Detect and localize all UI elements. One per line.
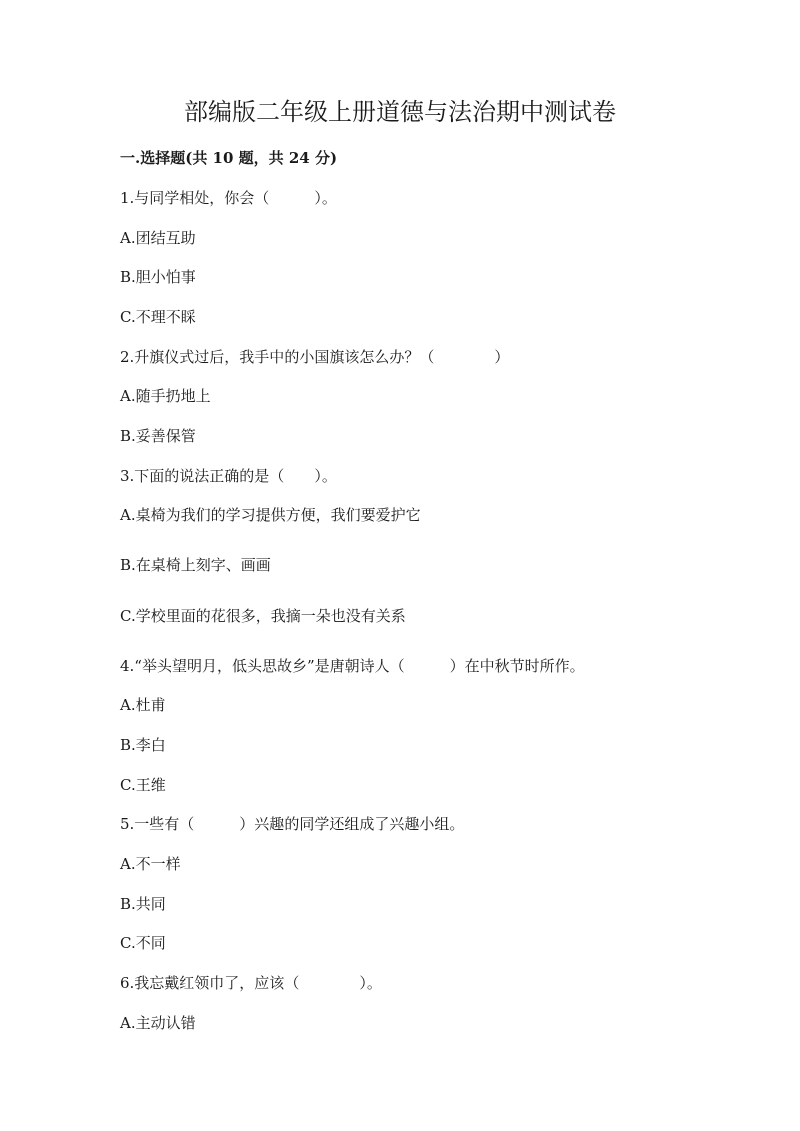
option-item: B.在桌椅上刻字、画画: [120, 556, 271, 574]
question-stem: 6.我忘戴红领巾了，应该（ ）。: [120, 974, 382, 992]
question-stem: 3.下面的说法正确的是（ ）。: [120, 467, 337, 485]
option-item: A.团结互助: [120, 229, 196, 247]
question-stem: 4.“举头望明月，低头思故乡”是唐朝诗人（ ）在中秋节时所作。: [120, 657, 585, 675]
question-stem: 5.一些有（ ）兴趣的同学还组成了兴趣小组。: [120, 815, 465, 833]
option-item: C.王维: [120, 776, 166, 794]
option-item: A.主动认错: [120, 1014, 196, 1032]
option-item: C.学校里面的花很多，我摘一朵也没有关系: [120, 607, 406, 625]
option-item: C.不理不睬: [120, 308, 196, 326]
option-item: A.随手扔地上: [120, 387, 211, 405]
option-item: B.胆小怕事: [120, 268, 196, 286]
option-item: A.杜甫: [120, 696, 166, 714]
question-stem: 1.与同学相处，你会（ ）。: [120, 189, 337, 207]
page-title: 部编版二年级上册道德与法治期中测试卷: [184, 98, 616, 126]
section-heading: 一.选择题(共 10 题，共 24 分): [120, 149, 338, 167]
option-item: A.不一样: [120, 855, 181, 873]
option-item: B.妥善保管: [120, 427, 196, 445]
option-item: B.李白: [120, 736, 166, 754]
option-item: A.桌椅为我们的学习提供方便，我们要爱护它: [120, 506, 421, 524]
option-item: B.共同: [120, 895, 166, 913]
question-stem: 2.升旗仪式过后，我手中的小国旗该怎么办？（ ）: [120, 348, 510, 366]
option-item: C.不同: [120, 934, 166, 952]
